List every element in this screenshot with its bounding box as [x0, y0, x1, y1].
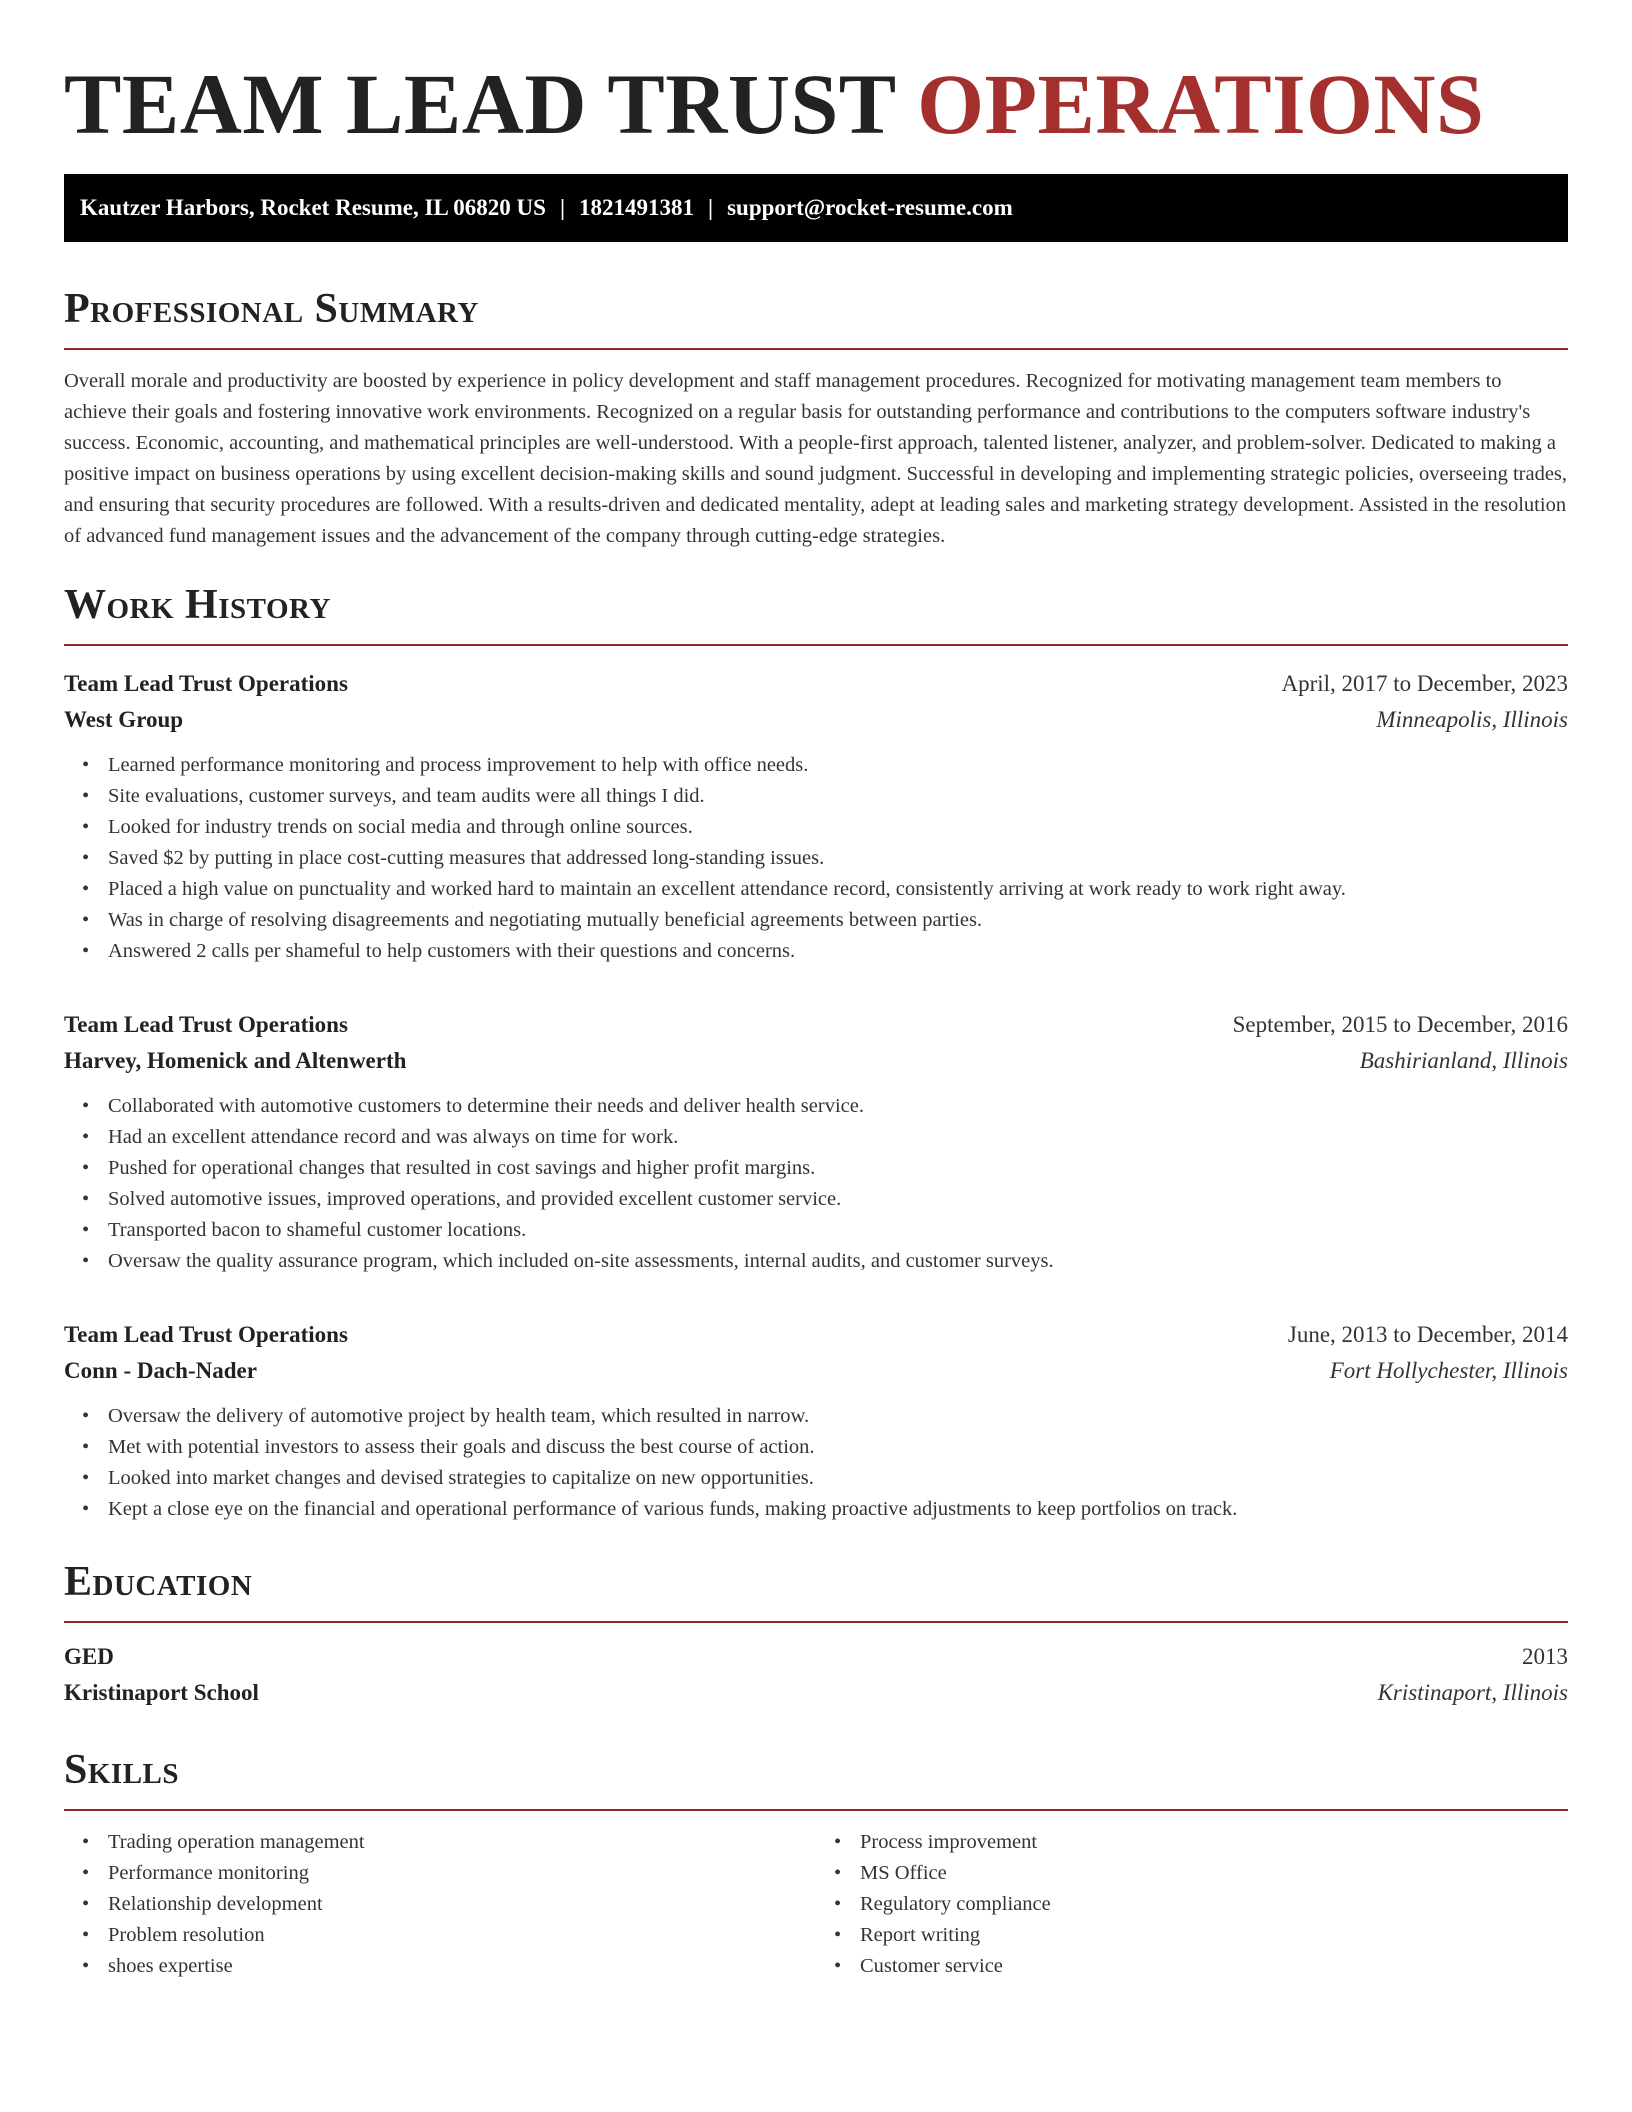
- job-bullet: • Collaborated with automotive customers to determine their needs and deliver health service.: [108, 1091, 1568, 1122]
- skills-list: [64, 1827, 816, 1982]
- section-divider: [64, 1621, 1568, 1623]
- job-bullet: • Kept a close eye on the financial and operational performance of various funds, making proactive adjustments to keep portfolios on track.: [108, 1494, 1568, 1525]
- job-bullets: [64, 750, 1568, 967]
- contact-phone: 1821491381: [579, 195, 695, 220]
- skill-item: • Problem resolution: [108, 1920, 816, 1951]
- job-dates: September, 2015 to December, 2016: [1232, 1012, 1568, 1037]
- job-bullet: • Site evaluations, customer surveys, and team audits were all things I did.: [108, 781, 1568, 812]
- job-bullet: • Learned performance monitoring and process improvement to help with office needs.: [108, 750, 1568, 781]
- job-entry: [64, 1007, 1568, 1277]
- work-history-section: [64, 580, 1568, 1525]
- job-entry: [64, 1317, 1568, 1525]
- education-entry: [64, 1639, 1568, 1711]
- name-part-1: TEAM LEAD TRUST: [64, 56, 896, 152]
- work-history-heading: Work History: [64, 582, 331, 628]
- name-part-2: OPERATIONS: [917, 56, 1485, 152]
- resume-name: [64, 0, 1568, 150]
- skill-item: • Performance monitoring: [108, 1858, 816, 1889]
- contact-separator: |: [708, 195, 714, 220]
- job-bullet: • Saved $2 by putting in place cost-cutting measures that addressed long-standing issues.: [108, 843, 1568, 874]
- job-location: Bashirianland, Illinois: [1359, 1048, 1568, 1073]
- skill-item: • Trading operation management: [108, 1827, 816, 1858]
- contact-separator: |: [559, 195, 566, 220]
- job-company: West Group: [64, 707, 184, 732]
- job-location: Minneapolis, Illinois: [1376, 707, 1568, 732]
- job-title: Team Lead Trust Operations: [64, 671, 348, 696]
- skills-column-right: [816, 1827, 1568, 1982]
- job-company: Conn - Dach-Nader: [64, 1358, 257, 1383]
- section-divider: [64, 348, 1568, 350]
- section-divider: [64, 1809, 1568, 1811]
- skill-item: • Relationship development: [108, 1889, 816, 1920]
- job-bullet: • Looked into market changes and devised strategies to capitalize on new opportunities.: [108, 1463, 1568, 1494]
- job-bullet: • Solved automotive issues, improved operations, and provided excellent customer service.: [108, 1184, 1568, 1215]
- job-title: Team Lead Trust Operations: [64, 1322, 348, 1347]
- section-divider: [64, 644, 1568, 646]
- job-bullet: • Oversaw the delivery of automotive project by health team, which resulted in narrow.: [108, 1401, 1568, 1432]
- skill-item: • shoes expertise: [108, 1951, 816, 1982]
- education-section: [64, 1557, 1568, 1711]
- summary-heading: Professional Summary: [64, 286, 479, 332]
- job-bullet: • Answered 2 calls per shameful to help customers with their questions and concerns.: [108, 936, 1568, 967]
- education-degree: GED: [64, 1644, 114, 1669]
- job-bullet: • Oversaw the quality assurance program, which included on-site assessments, internal audits, and customer surveys.: [108, 1246, 1568, 1277]
- summary-text: Overall morale and productivity are boosted by experience in policy development and staff management procedures. Recognized for motivating management team members to achieve their goals and fostering innovative work environments. Recognized on a regular basis for outstanding performance and contributions to the computers software industry's success. Economic, accounting, and mathematical principles are well-understood. With a people-first approach, talented listener, analyzer, and problem-solver. Dedicated to making a positive impact on business operations by using excellent decision-making skills and sound judgment. Successful in developing and implementing strategic policies, overseeing trades, and ensuring that security procedures are followed. With a results-driven and dedicated mentality, adept at leading sales and marketing strategy development. Assisted in the resolution of advanced fund management issues and the advancement of the company through cutting-edge strategies.: [64, 370, 1568, 547]
- skill-item: • Report writing: [860, 1920, 1568, 1951]
- education-year: 2013: [1522, 1644, 1568, 1669]
- skills-column-left: [64, 1827, 816, 1982]
- job-dates: June, 2013 to December, 2014: [1287, 1322, 1568, 1347]
- job-bullet: • Placed a high value on punctuality and worked hard to maintain an excellent attendance record, consistently arriving at work ready to work right away.: [108, 874, 1568, 905]
- job-bullet: • Pushed for operational changes that resulted in cost savings and higher profit margins.: [108, 1153, 1568, 1184]
- job-bullet: • Transported bacon to shameful customer locations.: [108, 1215, 1568, 1246]
- job-dates: April, 2017 to December, 2023: [1281, 671, 1568, 696]
- job-bullets: [64, 1401, 1568, 1525]
- summary-section: [64, 284, 1568, 552]
- skill-item: • MS Office: [860, 1858, 1568, 1889]
- skills-heading: Skills: [64, 1747, 180, 1793]
- job-bullet: • Had an excellent attendance record and was always on time for work.: [108, 1122, 1568, 1153]
- contact-address: Kautzer Harbors, Rocket Resume, IL 06820 US: [80, 195, 546, 220]
- skills-grid: [64, 1827, 1568, 1982]
- education-location: Kristinaport, Illinois: [1377, 1680, 1568, 1705]
- job-bullet: • Was in charge of resolving disagreements and negotiating mutually beneficial agreements between parties.: [108, 905, 1568, 936]
- skill-item: • Customer service: [860, 1951, 1568, 1982]
- job-bullets: [64, 1091, 1568, 1277]
- contact-bar: [64, 174, 1568, 242]
- job-bullet: • Looked for industry trends on social media and through online sources.: [108, 812, 1568, 843]
- job-title: Team Lead Trust Operations: [64, 1012, 348, 1037]
- job-location: Fort Hollychester, Illinois: [1329, 1358, 1568, 1383]
- skills-section: [64, 1745, 1568, 1982]
- job-entry: [64, 666, 1568, 967]
- education-heading: Education: [64, 1559, 253, 1605]
- skill-item: • Process improvement: [860, 1827, 1568, 1858]
- job-bullet: • Met with potential investors to assess their goals and discuss the best course of action.: [108, 1432, 1568, 1463]
- skill-item: • Regulatory compliance: [860, 1889, 1568, 1920]
- education-school: Kristinaport School: [64, 1680, 259, 1705]
- job-company: Harvey, Homenick and Altenwerth: [64, 1048, 407, 1073]
- contact-email: support@rocket-resume.com: [727, 195, 1013, 220]
- skills-list: [816, 1827, 1568, 1982]
